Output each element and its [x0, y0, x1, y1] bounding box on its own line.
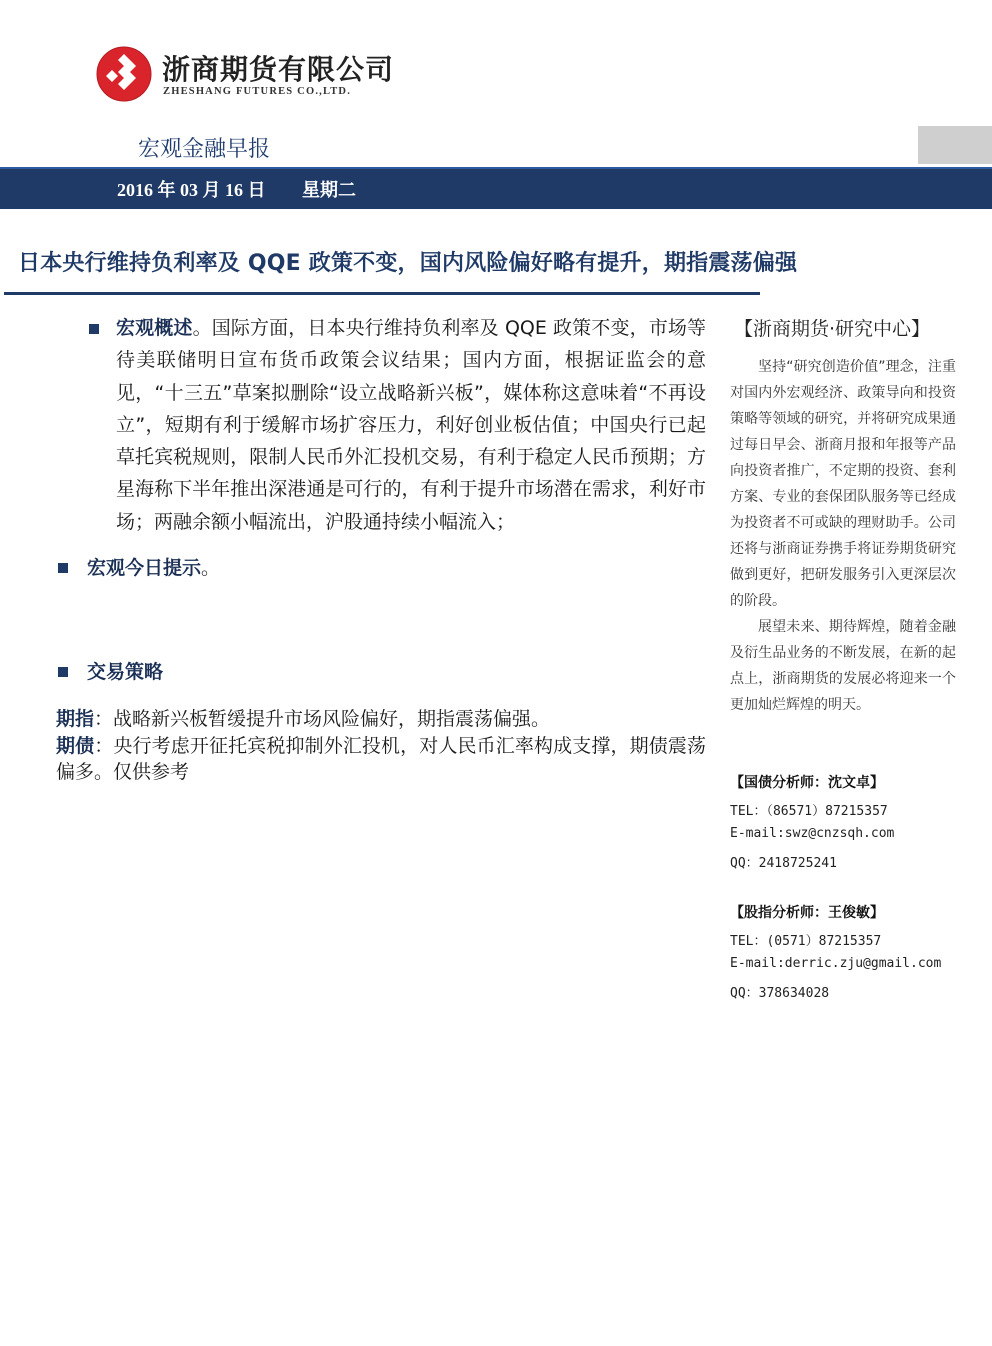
intro-paragraph: 坚持“研究创造价值”理念，注重对国内外宏观经济、政策导向和投资策略等领域的研究，并将研究成果通过每日早会、浙商月报和年报等产品向投资者推广，不定期的投资、套利方案、专业的套保团队服务等已经成为投资者不可或缺的理财助手。公司还将与浙商证券携手将证券期货研究做到更好，把研发服务引入更深层次的阶段。 [730, 359, 956, 609]
index-analyst-qq: QQ：378634028 [730, 986, 830, 1001]
macro-overview-title: 宏观概述 [116, 317, 193, 339]
strategy-item-text: ：央行考虑开征托宾税抑制外汇投机，对人民币汇率构成支撑，期债震荡偏多。仅供参考 [56, 734, 706, 783]
bond-analyst-email: E-mail:swz@cnzsqh.com [730, 826, 895, 841]
company-name-en: ZHESHANG FUTURES CO.,LTD. [163, 86, 352, 97]
bond-analyst-title: 【国债分析师：沈文卓】 [730, 775, 884, 791]
strategy-item-label: 期指 [56, 708, 95, 730]
trading-strategy-title: 交易策略 [87, 661, 164, 683]
strategy-item-label: 期债 [56, 734, 95, 757]
report-weekday: 星期二 [302, 180, 356, 201]
research-center-title: 【浙商期货·研究中心】 [734, 318, 931, 340]
headline-divider [4, 292, 760, 295]
index-analyst-title: 【股指分析师：王俊敏】 [730, 905, 884, 921]
header-accent-block [918, 126, 992, 164]
headline: 日本央行维持负利率及 QQE 政策不变，国内风险偏好略有提升，期指震荡偏强 [18, 251, 798, 276]
strategy-item-text: ：战略新兴板暂缓提升市场风险偏好，期指震荡偏强。 [94, 708, 551, 730]
square-bullet-icon [89, 324, 99, 334]
report-date: 2016 年 03 月 16 日 [117, 180, 266, 200]
macro-today-title: 宏观今日提示 [87, 557, 202, 579]
report-type-title: 宏观金融早报 [138, 137, 271, 162]
intro-paragraph: 展望未来、期待辉煌，随着金融及衍生品业务的不断发展，在新的起点上，浙商期货的发展必将迎来一个更加灿烂辉煌的明天。 [730, 619, 956, 713]
index-analyst-tel: TEL：(0571）87215357 [730, 934, 882, 949]
strategy-item-bond-futures [56, 733, 706, 786]
macro-today-tips [87, 553, 220, 580]
trading-strategy-list [56, 706, 706, 786]
bond-analyst-tel: TEL：（86571）87215357 [730, 804, 888, 819]
square-bullet-icon [58, 667, 68, 677]
strategy-item-index-futures [56, 706, 706, 733]
macro-overview-body: 。国际方面，日本央行维持负利率及 QQE 政策不变，市场等待美联储明日宣布货币政策会议结果；国内方面，根据证监会的意见，“十三五”草案拟删除“设立战略新兴板”，媒体称这意味着“不再设立”，短期有利于缓解市场扩容压力，利好创业板估值；中国央行已起草托宾税规则，限制人民币外汇投机交易，有利于稳定人民币预期；方星海称下半年推出深港通是可行的，有利于提升市场潜在需求，利好市场；两融余额小幅流出，沪股通持续小幅流入； [116, 317, 706, 533]
bond-analyst-qq: QQ：2418725241 [730, 856, 837, 871]
macro-today-suffix: 。 [201, 557, 221, 579]
company-name-cn: 浙商期货有限公司 [162, 53, 395, 86]
index-analyst-email: E-mail:derric.zju@gmail.com [730, 956, 942, 971]
macro-overview-paragraph [116, 312, 706, 538]
zheshang-futures-logo-icon [96, 46, 152, 102]
square-bullet-icon [58, 563, 68, 573]
research-center-intro [730, 354, 956, 718]
